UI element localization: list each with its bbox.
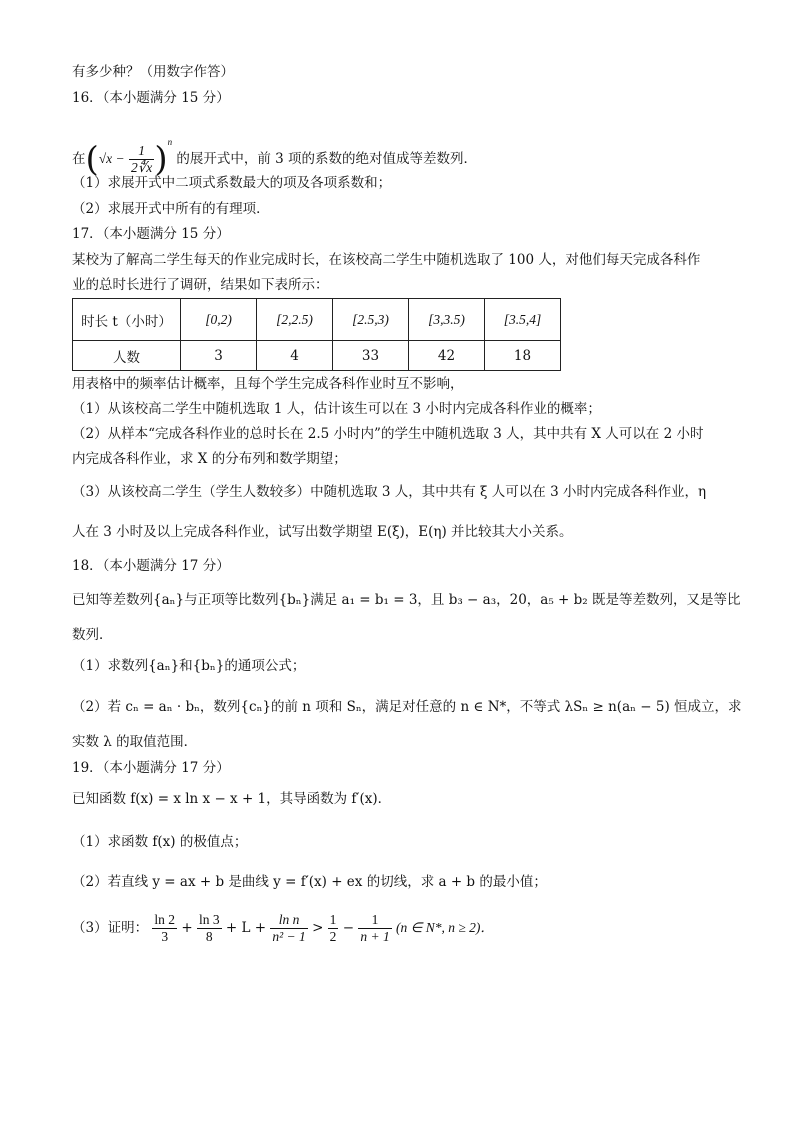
minus-sign: − xyxy=(342,920,355,936)
question-18-part-2-line-2: 实数 λ 的取值范围． xyxy=(72,734,198,750)
greater-than: > xyxy=(312,920,324,936)
left-paren: ( xyxy=(85,139,99,180)
question-17-part-3-line-1: （3）从该校高二学生（学生人数较多）中随机选取 3 人，其中共有 ξ 人可以在 3 小时内完成各科作业，η xyxy=(72,484,707,500)
question-17-stem-line-2: 业的总时长进行了调研，结果如下表所示： xyxy=(72,277,329,293)
table-cell: 33 xyxy=(333,341,409,371)
table-cell: 3 xyxy=(181,341,257,371)
table-cell: [0,2) xyxy=(181,299,257,341)
question-16-heading: 16．（本小题满分 15 分） xyxy=(72,90,230,106)
condition: (n ∈ N*, n ≥ 2)． xyxy=(396,920,494,935)
question-16-part-1: （1）求展开式中二项式系数最大的项及各项系数和； xyxy=(72,175,392,191)
table-cell: 人数 xyxy=(73,341,181,371)
question-18-stem-line-1: 已知等差数列{aₙ}与正项等比数列{bₙ}满足 a₁ = b₁ = 3，且 b₃ − a₃，20，a₅ + b₂ 既是等差数列，又是等比 xyxy=(72,592,741,608)
question-17-part-2-line-2: 内完成各科作业，求 X 的分布列和数学期望； xyxy=(72,451,347,467)
question-18-stem-line-2: 数列． xyxy=(72,627,113,643)
question-16-part-2: （2）求展开式中所有的有理项． xyxy=(72,201,270,217)
series-ellipsis: + L + xyxy=(225,920,267,936)
table-cell: [2.5,3) xyxy=(333,299,409,341)
expr-base: √x − xyxy=(98,151,125,166)
stem-suffix: 的展开式中，前 3 项的系数的绝对值成等差数列． xyxy=(176,151,478,167)
question-19-part-2: （2）若直线 y = ax + b 是曲线 y = f′(x) + ex 的切线，求 a + b 的最小值； xyxy=(72,874,547,890)
right-paren: ) xyxy=(154,139,168,180)
text-line: 有多少种？（用数字作答） xyxy=(72,64,234,80)
question-16-stem xyxy=(72,124,477,178)
stem-prefix: 在 xyxy=(72,151,86,167)
question-17-stem-line-1: 某校为了解高二学生每天的作业完成时长，在该校高二学生中随机选取了 100 人，对他们每天完成各科作 xyxy=(72,252,701,268)
expr-exponent: n xyxy=(167,137,173,147)
question-18-heading: 18．（本小题满分 17 分） xyxy=(72,558,230,574)
question-19-heading: 19．（本小题满分 17 分） xyxy=(72,760,230,776)
question-17-note: 用表格中的频率估计概率，且每个学生完成各科作业时互不影响， xyxy=(72,376,464,392)
fraction: $\frac{\text{ln n}}{\text{n² − 1}}$ xyxy=(272,912,306,944)
fraction: $\frac{1}{n + 1}$ xyxy=(360,912,390,944)
question-17-heading: 17．（本小题满分 15 分） xyxy=(72,226,230,242)
expr-fraction: $\frac{1}{2∜x}$ xyxy=(130,143,153,175)
question-18-part-2-line-1: （2）若 cₙ = aₙ · bₙ，数列{cₙ}的前 n 项和 Sₙ，满足对任意的 n ∈ N*，不等式 λSₙ ≥ n(aₙ − 5) 恒成立，求 xyxy=(72,699,742,715)
table-header-row xyxy=(73,299,561,341)
part-3-prefix: （3）证明： xyxy=(72,920,149,936)
question-17-part-1: （1）从该校高二学生中随机选取 1 人，估计该生可以在 3 小时内完成各科作业的概率； xyxy=(72,401,601,417)
question-18-part-1: （1）求数列{aₙ}和{bₙ}的通项公式； xyxy=(72,658,306,674)
question-19-stem: 已知函数 f(x) = x ln x − x + 1，其导函数为 f′(x)． xyxy=(72,791,392,807)
question-19-part-1: （1）求函数 f(x) 的极值点； xyxy=(72,834,248,850)
table-cell: 42 xyxy=(409,341,485,371)
question-17-part-3-line-2: 人在 3 小时及以上完成各科作业，试写出数学期望 E(ξ)，E(η) 并比较其大小关系。 xyxy=(72,524,573,540)
table-cell: [2,2.5) xyxy=(257,299,333,341)
table-cell: [3,3.5) xyxy=(409,299,485,341)
table-cell: 时长 t（小时） xyxy=(73,299,181,341)
fraction: $\frac{1}{2}$ xyxy=(329,912,337,944)
fraction: $\frac{\ln 3}{8}$ xyxy=(198,912,220,944)
duration-table xyxy=(72,298,561,371)
table-row xyxy=(73,341,561,371)
fraction: $\frac{\ln 2}{3}$ xyxy=(154,912,176,944)
table-cell: 18 xyxy=(485,341,561,371)
question-17-part-2-line-1: （2）从样本“完成各科作业的总时长在 2.5 小时内”的学生中随机选取 3 人，其中共有 X 人可以在 2 小时 xyxy=(72,426,704,442)
table-cell: [3.5,4] xyxy=(485,299,561,341)
table-cell: 4 xyxy=(257,341,333,371)
question-19-part-3: （3）证明： $\frac{\ln 2}{3}$ + $\frac{\ln 3}{8}$ + L + $\frac{\text{ln n}}{\text{n² − 1}}$ > $\frac{1}{2}$ − $\frac{1}{n + 1}$ (n ∈ N*, n ≥ 2)． xyxy=(72,912,494,944)
